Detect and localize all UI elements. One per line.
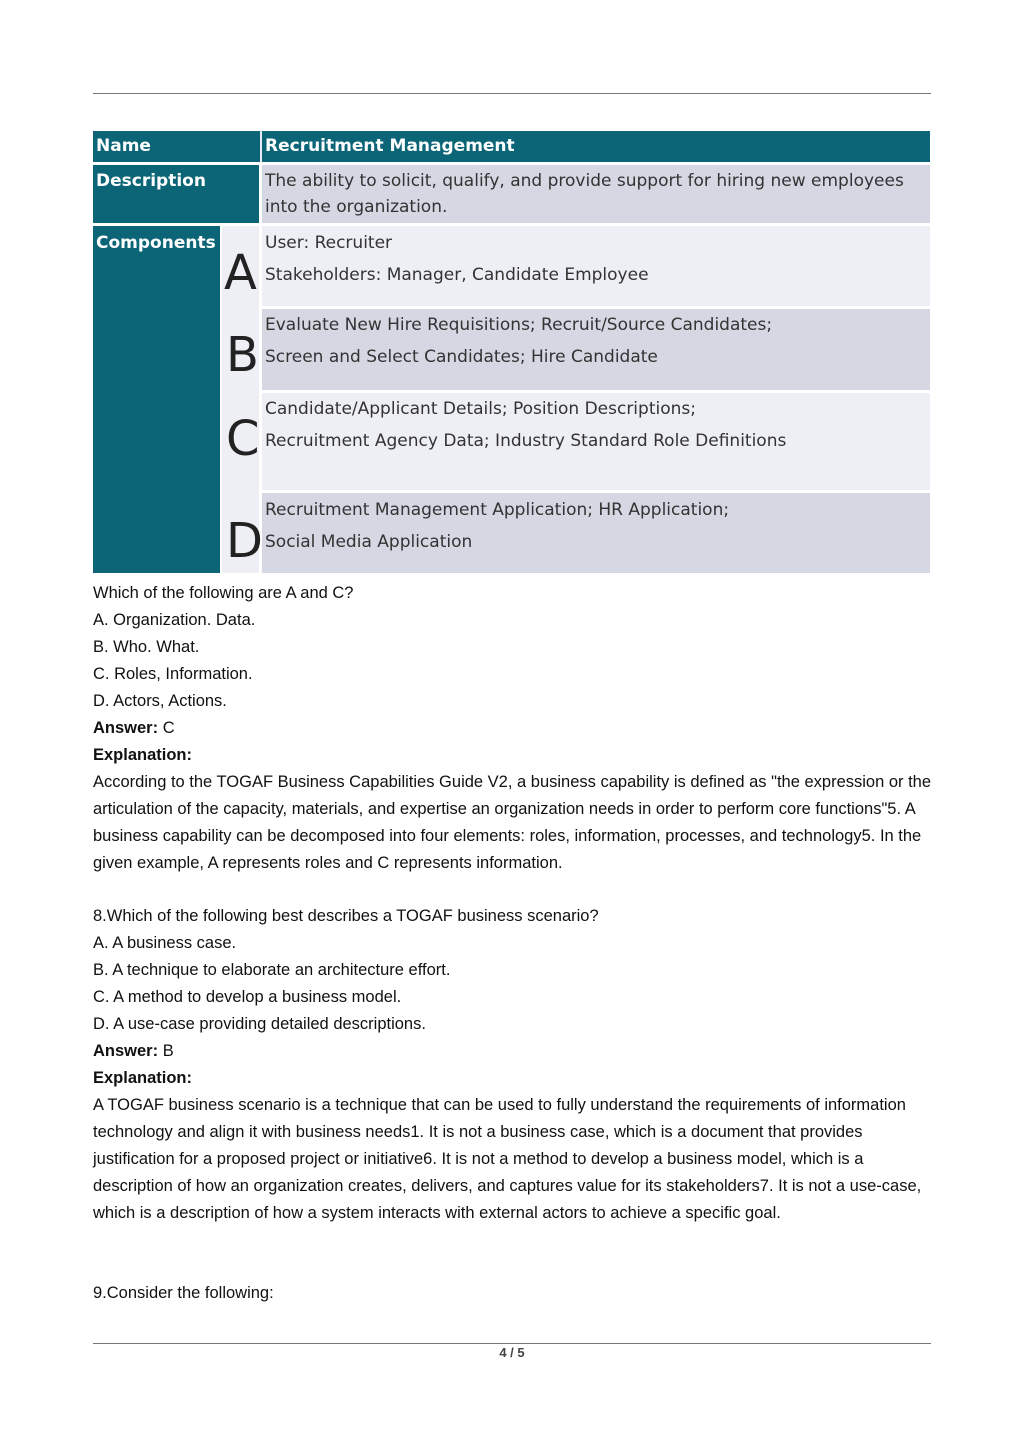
letter-c: C bbox=[226, 411, 260, 467]
q8-option-a: A. A business case. bbox=[93, 934, 237, 952]
q9-question: 9.Consider the following: bbox=[93, 1284, 274, 1302]
components-label-cell bbox=[93, 226, 220, 573]
components-label: Components bbox=[96, 233, 216, 253]
q8-option-b: B. A technique to elaborate an architecture effort. bbox=[93, 961, 451, 979]
row-a-line-2: Stakeholders: Manager, Candidate Employee bbox=[265, 265, 649, 285]
description-label: Description bbox=[96, 171, 206, 191]
header-rule bbox=[93, 93, 931, 94]
q8-explanation-label: Explanation: bbox=[93, 1069, 193, 1087]
q8-question: 8.Which of the following best describes a TOGAF business scenario? bbox=[93, 907, 599, 925]
q7-explanation-label: Explanation: bbox=[93, 746, 193, 764]
footer-rule bbox=[93, 1343, 931, 1344]
capability-table-image bbox=[93, 131, 930, 573]
row-d-line-1: Recruitment Management Application; HR Application; bbox=[265, 500, 730, 520]
row-c-line-2: Recruitment Agency Data; Industry Standard Role Definitions bbox=[265, 431, 787, 451]
row-c-line-1: Candidate/Applicant Details; Position Descriptions; bbox=[265, 399, 696, 419]
q8-explanation: A TOGAF business scenario is a technique that can be used to fully understand the requirements of information technology and align it with business needs1. It is not a business case, which is a document that provides justification for a proposed project or initiative6. It is not a method to develop a business model, which is a description of how an organization creates, delivers, and captures value for its stakeholders7. It is not a use-case, which is a description of how a system interacts with external actors to achieve a specific goal. bbox=[93, 1096, 922, 1222]
q7-option-d: D. Actors, Actions. bbox=[93, 692, 227, 710]
letter-a: A bbox=[224, 245, 257, 301]
q7-question: Which of the following are A and C? bbox=[93, 584, 354, 602]
row-d-line-2: Social Media Application bbox=[265, 532, 473, 552]
q7-option-b: B. Who. What. bbox=[93, 638, 200, 656]
name-value: Recruitment Management bbox=[265, 136, 515, 156]
name-label: Name bbox=[96, 136, 151, 156]
row-b-line-1: Evaluate New Hire Requisitions; Recruit/Source Candidates; bbox=[265, 315, 773, 335]
q7-answer bbox=[93, 715, 175, 742]
description-line-1: The ability to solicit, qualify, and provide support for hiring new employees bbox=[265, 171, 904, 191]
q7-explanation: According to the TOGAF Business Capabilities Guide V2, a business capability is defined as "the expression or the articulation of the capacity, materials, and expertise an organization needs in order to perform core functions"5. A business capability can be decomposed into four elements: roles, information, processes, and technology5. In the given example, A represents roles and C represents information. bbox=[93, 773, 932, 872]
letter-d: D bbox=[226, 513, 263, 569]
q8-answer-value: B bbox=[158, 1042, 174, 1060]
q8-answer-label: Answer: bbox=[93, 1042, 159, 1060]
q8-option-d: D. A use-case providing detailed descriptions. bbox=[93, 1015, 426, 1033]
name-divider bbox=[260, 131, 262, 162]
row-a-line-1: User: Recruiter bbox=[265, 233, 393, 253]
page-number: 4 / 5 bbox=[499, 1345, 525, 1360]
description-line-2: into the organization. bbox=[265, 197, 448, 217]
letter-b: B bbox=[226, 327, 259, 383]
row-b-line-2: Screen and Select Candidates; Hire Candidate bbox=[265, 347, 658, 367]
q8-option-c: C. A method to develop a business model. bbox=[93, 988, 402, 1006]
q8-answer bbox=[93, 1038, 174, 1065]
q7-answer-label: Answer: bbox=[93, 719, 159, 737]
q7-answer-value: C bbox=[158, 719, 175, 737]
q7-option-c: C. Roles, Information. bbox=[93, 665, 253, 683]
q7-option-a: A. Organization. Data. bbox=[93, 611, 256, 629]
